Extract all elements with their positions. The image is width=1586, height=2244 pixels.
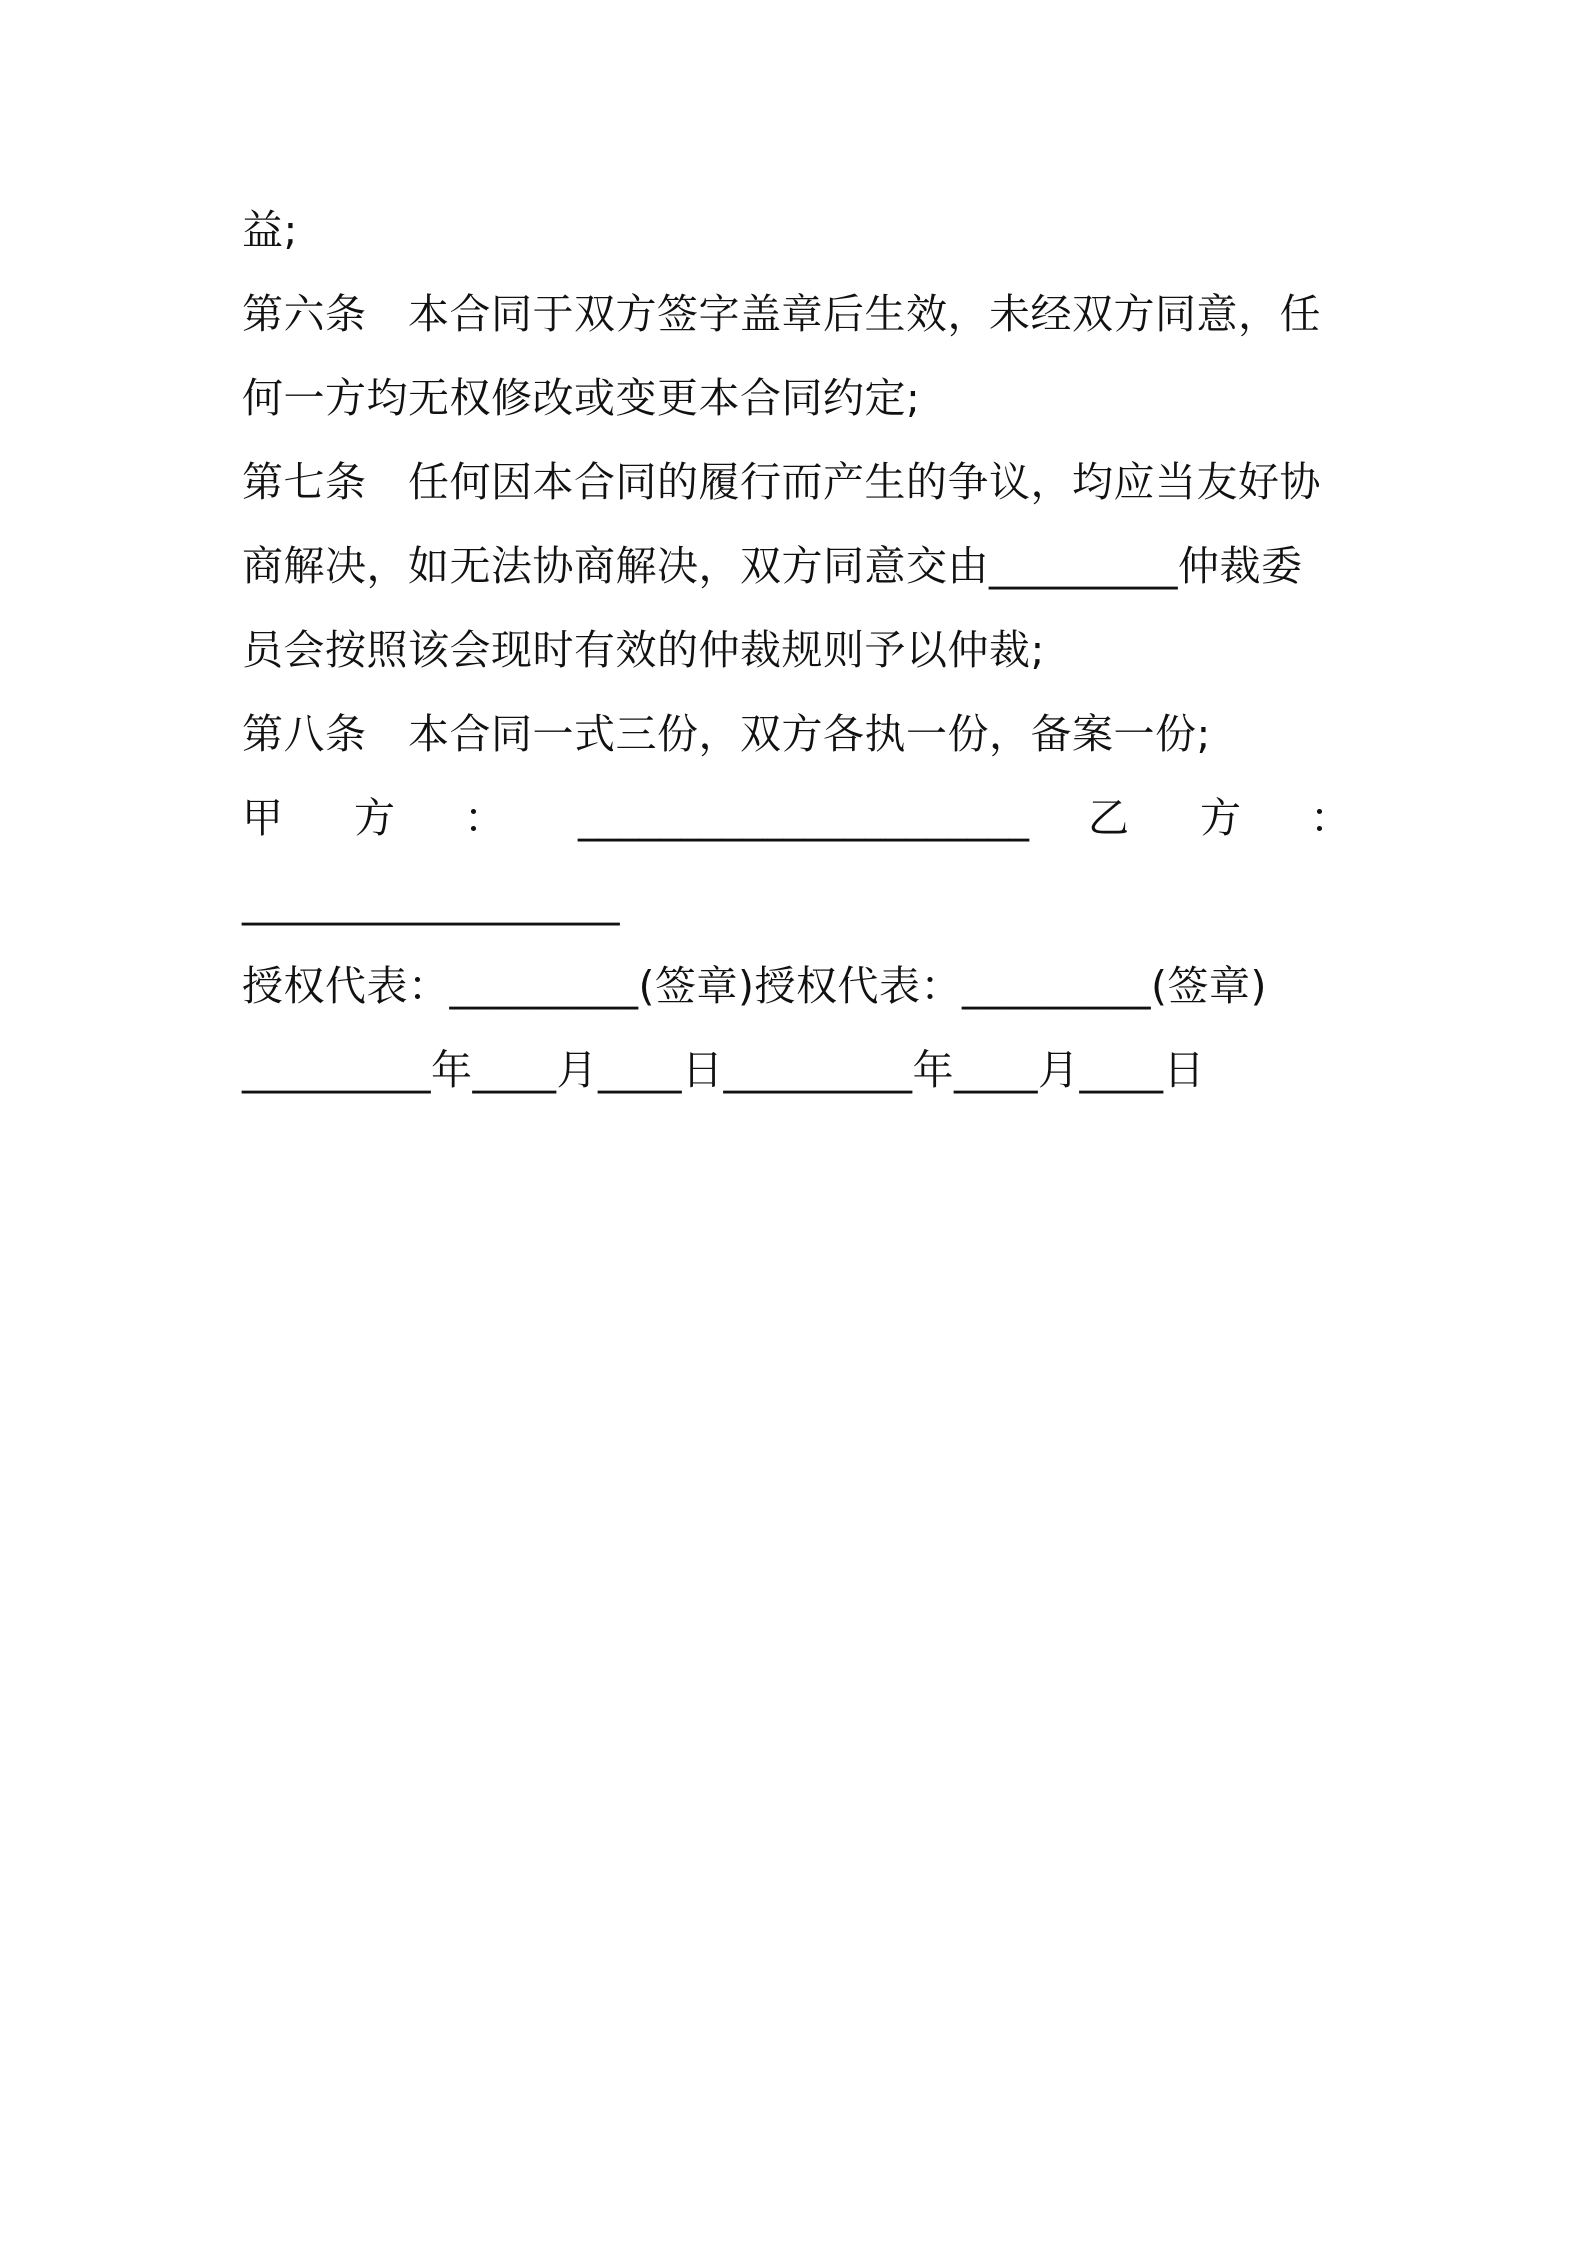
party-b-char1: 乙 [1088,794,1129,842]
date-line: _________年____月____日_________年____月____日 [242,1046,1205,1094]
party-b-blank: __________________ [242,878,620,926]
party-signature-row [242,790,1352,846]
article-6-line-2: 何一方均无权修改或变更本合同约定; [242,374,921,422]
article-7-line-1: 第七条 任何因本合同的履行而产生的争议，均应当友好协 [242,458,1321,506]
article-6-line-1: 第六条 本合同于双方签字盖章后生效，未经双方同意，任 [242,290,1321,338]
party-a-char2: 方 [354,794,395,842]
party-a-char1: 甲 [242,794,283,842]
article-8-line: 第八条 本合同一式三份，双方各执一份，备案一份; [242,710,1211,758]
article-7-line-3: 员会按照该会现时有效的仲裁规则予以仲裁; [242,626,1045,674]
article-7-line-2: 商解决，如无法协商解决，双方同意交由_________仲裁委 [242,542,1303,590]
party-b-colon: ： [1310,794,1351,842]
party-a-blank: ______________________ [578,794,1029,842]
representative-line: 授权代表：_________(签章)授权代表：_________(签章) [242,962,1267,1010]
party-b-char2: 方 [1200,794,1241,842]
text-line-1: 益; [242,206,298,254]
party-a-colon: ： [464,794,505,842]
